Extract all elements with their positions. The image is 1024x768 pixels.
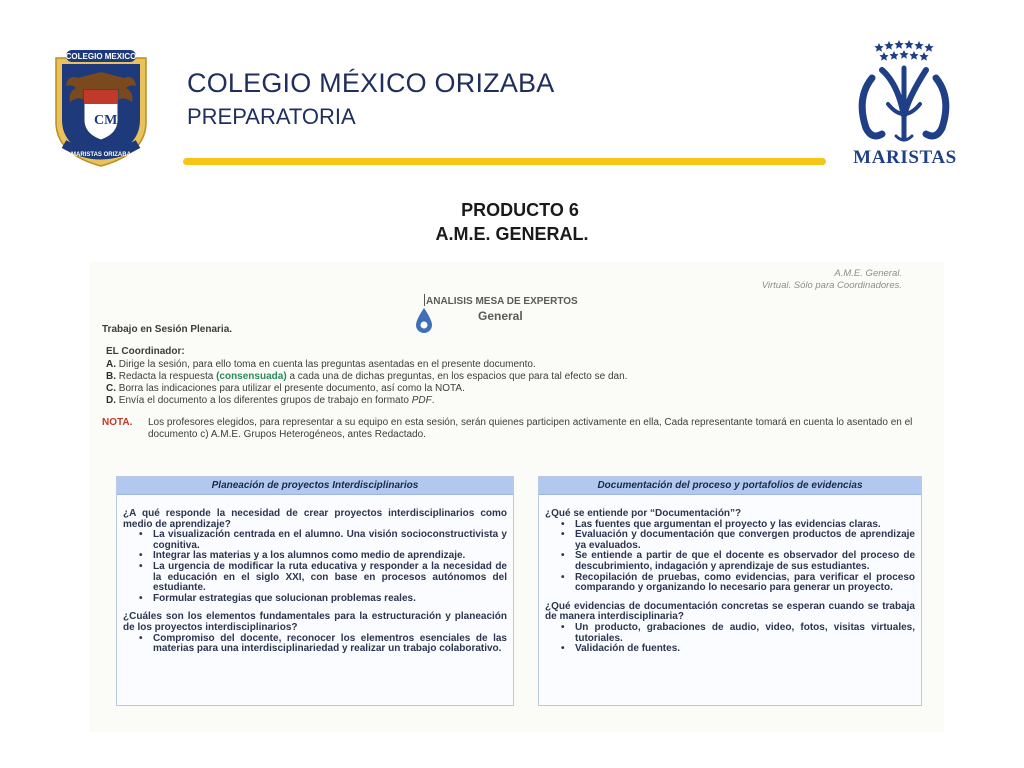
text-cursor	[424, 294, 425, 306]
panel-question: ¿A qué responde la necesidad de crear proyectos interdisciplinarios como medio de aprendizaje?	[123, 508, 507, 530]
svg-text:CM: CM	[94, 113, 118, 128]
instruction-step: B. Redacta la respuesta (consensuada) a cada una de dichas preguntas, en los espacios que para tal efecto se dan.	[106, 371, 628, 382]
panel-question: ¿Qué evidencias de documentación concretas se esperan cuando se trabaja de manera interdisciplinaria?	[545, 600, 915, 623]
answer-item: • La urgencia de modificar la ruta educativa y responder a la necesidad de la educación en el siglo XXI, con base en procesos autónomos del estudiante.	[137, 562, 507, 594]
instructions	[102, 324, 932, 441]
document-meta	[762, 268, 902, 292]
documentation-panel	[538, 476, 922, 706]
document-subheading: General	[478, 309, 523, 323]
answer-item: • La visualización centrada en el alumno. Una visión socioconstructivista y cognitiva.	[137, 530, 507, 551]
product-number: PRODUCTO 6	[461, 200, 579, 220]
document-heading	[424, 294, 578, 307]
instruction-step: C. Borra las indicaciones para utilizar el presente documento, así como la NOTA.	[106, 383, 465, 394]
answer-item: • Integrar las materias y a los alumnos como medio de aprendizaje.	[137, 551, 507, 562]
document-meta-line2: Virtual. Sólo para Coordinadores.	[761, 280, 902, 291]
answer-list	[559, 520, 915, 594]
note-label: NOTA.	[102, 417, 133, 428]
school-level: PREPARATORIA	[187, 104, 356, 129]
answer-item: • Compromiso del docente, reconocer los elementros esenciales de las materias para una interdisciplinariedad y realizar un trabajo colaborativo.	[137, 634, 507, 655]
documentation-panel-title: Documentación del proceso y portafolios de evidencias	[539, 477, 921, 495]
answer-item: • Se entiende a partir de que el docente es observador del proceso de descubrimiento, indagación y aprendizaje de sus estudiantes.	[559, 551, 915, 572]
document-meta-line1: A.M.E. General.	[834, 268, 902, 279]
answer-item: • Recopilación de pruebas, como evidencias, para verificar el proceso comparando y organizando lo necesario para generar un proyecto.	[559, 573, 915, 594]
answer-list	[137, 634, 507, 655]
header-titles	[187, 66, 554, 132]
svg-text:COLEGIO MEXICO: COLEGIO MEXICO	[65, 52, 137, 61]
answer-list	[559, 623, 915, 655]
header-divider	[183, 158, 826, 165]
answer-item: • Las fuentes que argumentan el proyecto y las evidencias claras.	[559, 520, 915, 531]
consensuada-highlight: (consensuada)	[216, 371, 287, 382]
coordinator-label: EL Coordinador:	[106, 346, 185, 357]
planning-panel	[116, 476, 514, 706]
answer-item: • Formular estrategias que solucionan problemas reales.	[137, 594, 507, 605]
maristas-wordmark: MARISTAS	[853, 147, 957, 168]
documentation-panel-body	[539, 495, 921, 659]
answer-item: • Validación de fuentes.	[559, 644, 915, 655]
svg-text:MARISTAS ORIZABA: MARISTAS ORIZABA	[71, 152, 131, 158]
instruction-step: D. Envía el documento a los diferentes grupos de trabajo en formato PDF.	[106, 395, 435, 406]
school-name: COLEGIO MÉXICO ORIZABA	[187, 68, 555, 98]
answer-item: • Un producto, grabaciones de audio, video, fotos, visitas virtuales, tutoriales.	[559, 623, 915, 644]
product-title	[0, 198, 1024, 246]
plenary-session-title: Trabajo en Sesión Plenaria.	[102, 324, 233, 335]
embedded-document	[90, 262, 944, 732]
note-block	[102, 417, 932, 441]
colegio-mexico-crest-logo	[48, 44, 154, 168]
note-text: Los profesores elegidos, para representar a su equipo en esta sesión, serán quienes participen activamente en ella, Cada representante tomará en cuenta lo asentado en el documento c) A.M.E. Grupos Heterogéneos, antes Redactado.	[148, 417, 913, 440]
document-heading-text: ANALISIS MESA DE EXPERTOS	[426, 296, 578, 307]
instruction-step: A. Dirige la sesión, para ello toma en cuenta las preguntas asentadas en el presente documento.	[106, 359, 536, 370]
answer-list	[137, 530, 507, 604]
planning-panel-title: Planeación de proyectos Interdisciplinarios	[117, 477, 513, 495]
panel-question: ¿Qué se entiende por “Documentación”?	[545, 508, 742, 519]
answer-item: • Evaluación y documentación que convergen productos de aprendizaje ya evaluados.	[559, 530, 915, 551]
product-subtitle: A.M.E. GENERAL.	[435, 224, 589, 244]
planning-panel-body	[117, 495, 513, 659]
panel-question: ¿Cuáles son los elementos fundamentales para la estructuración y planeación de los proyectos interdisciplinarios?	[123, 611, 507, 633]
